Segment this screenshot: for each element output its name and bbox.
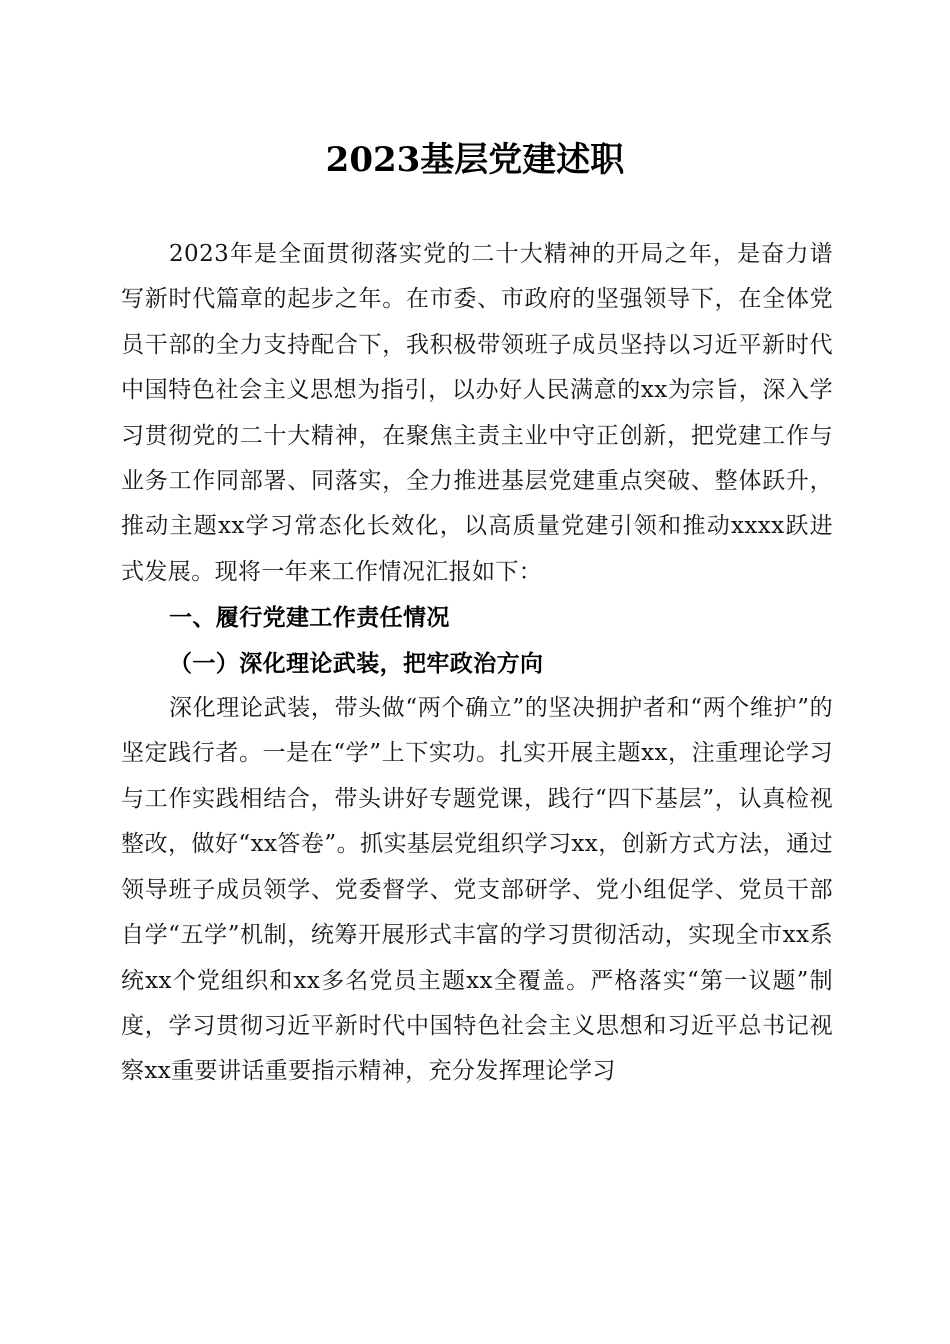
intro-paragraph: 2023年是全面贯彻落实党的二十大精神的开局之年，是奋力谱写新时代篇章的起步之年。在市委、市政府的坚强领导下，在全体党员干部的全力支持配合下，我积极带领班子成员坚持以习近平新时代中国特色社会主义思想为指引，以办好人民满意的xx为宗旨，深入学习贯彻党的二十大精神，在聚焦主责主业中守正创新，把党建工作与业务工作同部署、同落实，全力推进基层党建重点突破、整体跃升，推动主题xx学习常态化长效化，以高质量党建引领和推动xxxx跃进式发展。现将一年来工作情况汇报如下： [121,241,833,585]
document-body [121,232,833,1095]
document-title: 2023基层党建述职 [325,140,625,180]
section-heading: 一、履行党建工作责任情况 [169,604,450,632]
subsection-paragraph: 深化理论武装，带头做“两个确立”的坚决拥护者和“两个维护”的坚定践行者。一是在“学”上下实功。扎实开展主题xx，注重理论学习与工作实践相结合，带头讲好专题党课，践行“四下基层”，认真检视整改，做好“xx答卷”。抓实基层党组织学习xx，创新方式方法，通过领导班子成员领学、党委督学、党支部研学、党小组促学、党员干部自学“五学”机制，统筹开展形式丰富的学习贯彻活动，实现全市xx系统xx个党组织和xx多名党员主题xx全覆盖。严格落实“第一议题”制度，学习贯彻习近平新时代中国特色社会主义思想和习近平总书记视察xx重要讲话重要指示精神，充分发挥理论学习 [121,695,833,1085]
subsection-heading: （一）深化理论武装，把牢政治方向 [169,649,544,677]
